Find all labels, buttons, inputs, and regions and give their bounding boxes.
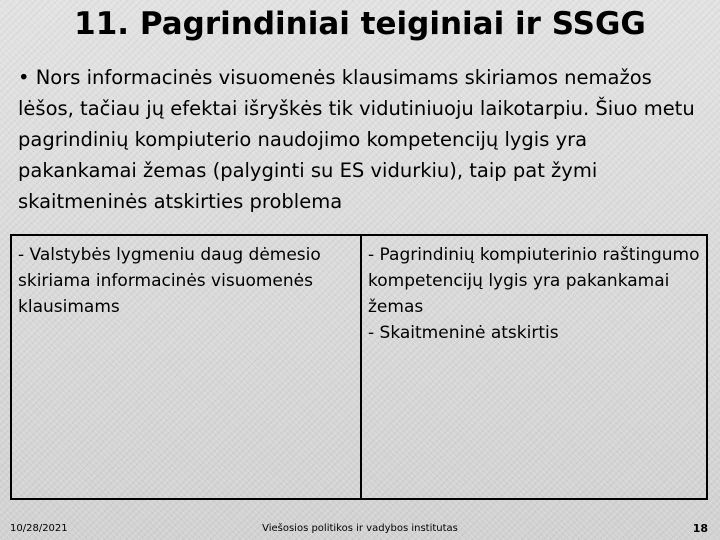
- table-cell-right-item: - Pagrindinių kompiuterinio raštingumo kompetencijų lygis yra pakankamai žemas: [368, 245, 700, 317]
- table-cell-right: [362, 236, 706, 498]
- main-bullet-text: • Nors informacinės visuomenės klausimams skiriamos nemažos lėšos, tačiau jų efektai išryškės tik vidutiniuoju laikotarpiu. Šiuo metu pagrindinių kompiuterio naudojimo kompetencijų lygis yra pakankamai žemas (palyginti su ES vidurkiu), taip pat žymi skaitmeninės atskirties problema: [18, 66, 695, 213]
- table-cell-left-text: - Valstybės lygmeniu daug dėmesio skiriama informacinės visuomenės klausimams: [18, 245, 321, 317]
- table-cell-right-item: - Skaitmeninė atskirtis: [368, 323, 559, 343]
- slide-title: 11. Pagrindiniai teiginiai ir SSGG: [74, 6, 646, 42]
- footer-institution: Viešosios politikos ir vadybos institutas: [262, 523, 458, 534]
- page-number: 18: [692, 522, 708, 535]
- footer-date: 10/28/2021: [10, 523, 68, 534]
- swot-table: [10, 234, 708, 500]
- table-cell-left: [12, 236, 362, 498]
